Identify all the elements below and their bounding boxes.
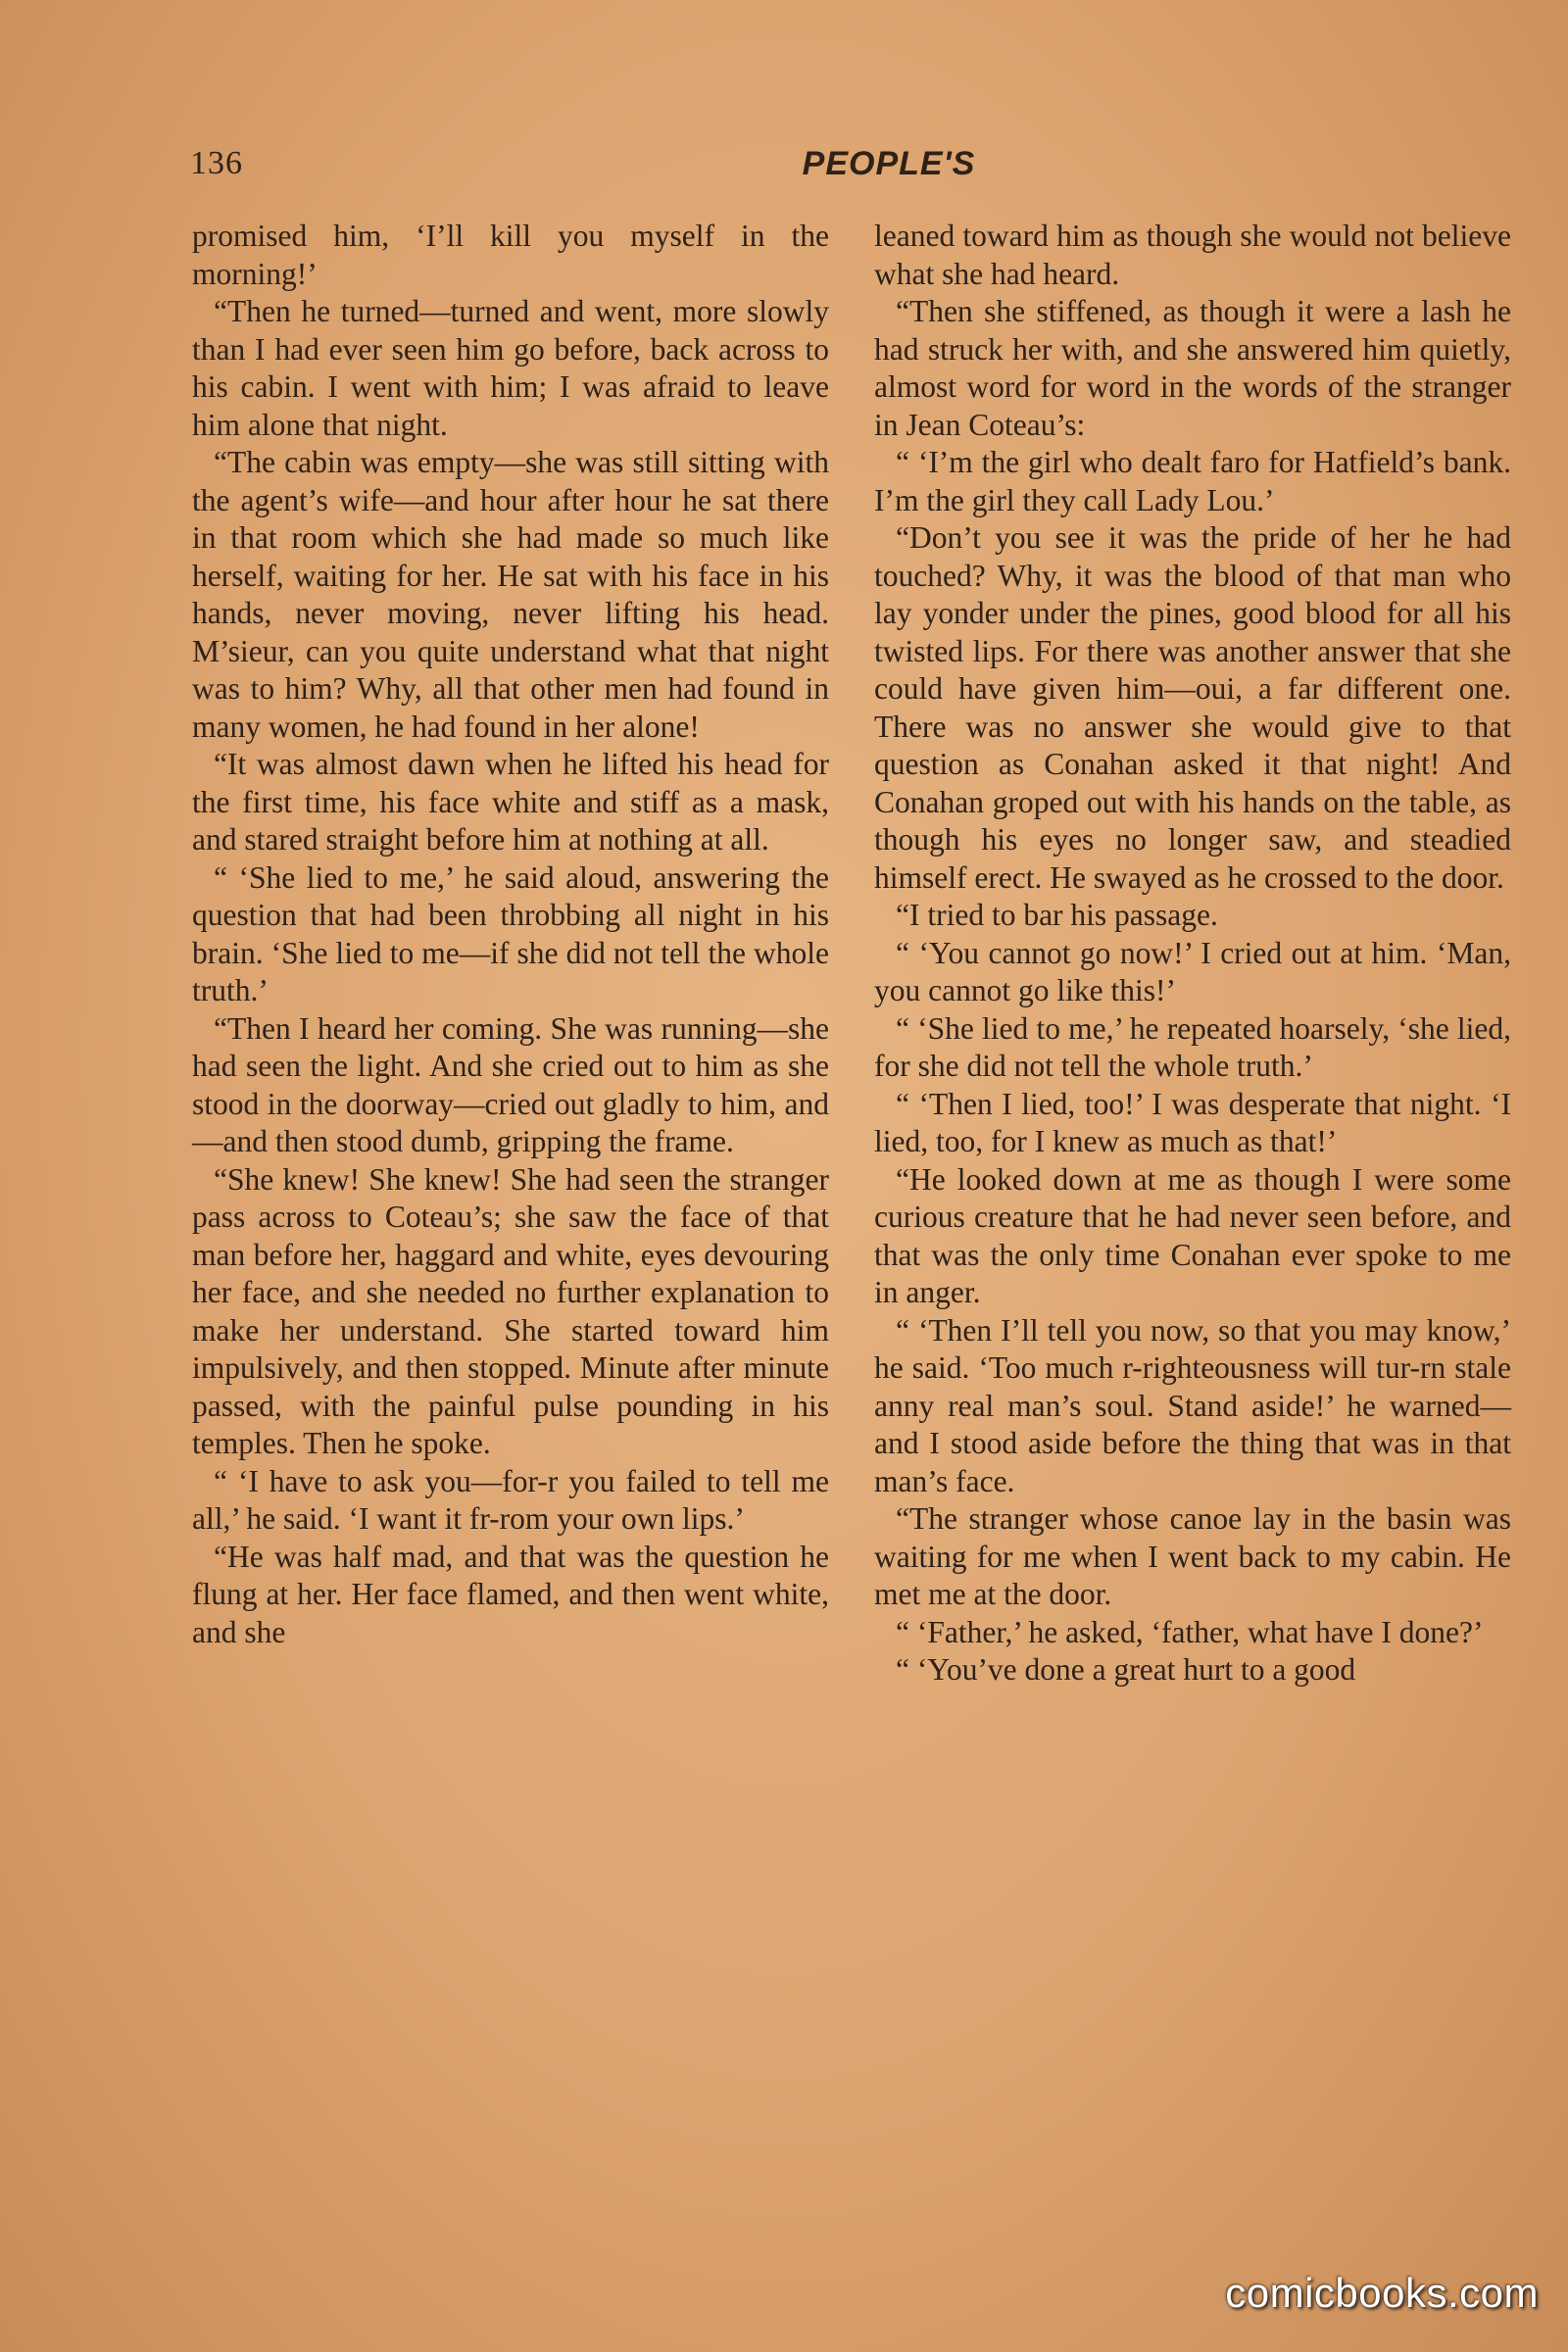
- paragraph: “ ‘You cannot go now!’ I cried out at him. ‘Man, you cannot go like this!’: [874, 935, 1511, 1007]
- paragraph: “Then he turned—turned and went, more slowly than I had ever seen him go before, back across to his cabin. I went with him; I was afraid to leave him alone that night.: [192, 294, 829, 442]
- page-header: [190, 145, 1509, 194]
- paragraph: “He was half mad, and that was the question he flung at her. Her face flamed, and then went white, and she: [192, 1539, 829, 1649]
- paragraph: “It was almost dawn when he lifted his head for the first time, his face white and stiff as a mask, and stared straight before him at nothing at all.: [192, 747, 829, 857]
- paragraph: “ ‘I have to ask you—for-r you failed to tell me all,’ he said. ‘I want it fr-rom your own lips.’: [192, 1463, 829, 1536]
- left-column: [192, 218, 829, 1651]
- paragraph: “The stranger whose canoe lay in the basin was waiting for me when I went back to my cabin. He met me at the door.: [874, 1501, 1511, 1611]
- paragraph: “ ‘She lied to me,’ he repeated hoarsely, ‘she lied, for she did not tell the whole truth.’: [874, 1010, 1511, 1083]
- paragraph: “ ‘You’ve done a great hurt to a good: [896, 1652, 1356, 1687]
- paragraph: “I tried to bar his passage.: [896, 898, 1218, 932]
- paragraph: leaned toward him as though she would not believe what she had heard.: [874, 219, 1511, 291]
- paragraph: “ ‘She lied to me,’ he said aloud, answering the question that had been throbbing all night in his brain. ‘She lied to me—if she did not tell the whole truth.’: [192, 859, 829, 1007]
- paragraph: “Then I heard her coming. She was running—she had seen the light. And she cried out to him as she stood in the doorway—cried out gladly to him, and—and then stood dumb, gripping the frame.: [192, 1010, 829, 1158]
- paragraph: “The cabin was empty—she was still sitting with the agent’s wife—and hour after hour he sat there in that room which she had made so much like herself, waiting for her. He sat with his face in his hands, never moving, never lifting his head. M’sieur, can you quite understand what that night was to him? Why, all that other men had found in many women, he had found in her alone!: [192, 445, 829, 744]
- watermark-logo: comicbooks.com: [1225, 2270, 1539, 2316]
- paragraph: “Don’t you see it was the pride of her he had touched? Why, it was the blood of that man who lay yonder under the pines, good blood for all his twisted lips. For there was another answer that she could have given him—oui, a far different one. There was no answer she would give to that question as Conahan asked it that night! And Conahan groped out with his hands on the table, as though his eyes no longer saw, and steadied himself erect. He swayed as he crossed to the door.: [874, 520, 1511, 895]
- paragraph: promised him, ‘I’ll kill you myself in the morning!’: [192, 219, 829, 291]
- paragraph: “She knew! She knew! She had seen the stranger pass across to Coteau’s; she saw the face of that man before her, haggard and white, eyes devouring her face, and she needed no further explanation to make her understand. She started toward him impulsively, and then stopped. Minute after minute passed, with the painful pulse pounding in his temples. Then he spoke.: [192, 1161, 829, 1460]
- paragraph: “ ‘I’m the girl who dealt faro for Hatfield’s bank. I’m the girl they call Lady Lou.’: [874, 445, 1511, 517]
- page-number: 136: [190, 145, 243, 181]
- paragraph: “ ‘Then I’ll tell you now, so that you may know,’ he said. ‘Too much r-righteousness will tur-rn stale anny real man’s soul. Stand aside!’ he warned—and I stood aside before the thing that was in that man’s face.: [874, 1312, 1511, 1498]
- paragraph: “Then she stiffened, as though it were a lash he had struck her with, and she answered him quietly, almost word for word in the words of the stranger in Jean Coteau’s:: [874, 294, 1511, 442]
- right-column: [874, 218, 1511, 1690]
- paragraph: “ ‘Then I lied, too!’ I was desperate that night. ‘I lied, too, for I knew as much as that!’: [874, 1086, 1511, 1158]
- running-head: PEOPLE'S: [802, 145, 976, 182]
- paragraph: “He looked down at me as though I were some curious creature that he had never seen before, and that was the only time Conahan ever spoke to me in anger.: [874, 1161, 1511, 1309]
- paragraph: “ ‘Father,’ he asked, ‘father, what have I done?’: [896, 1614, 1484, 1649]
